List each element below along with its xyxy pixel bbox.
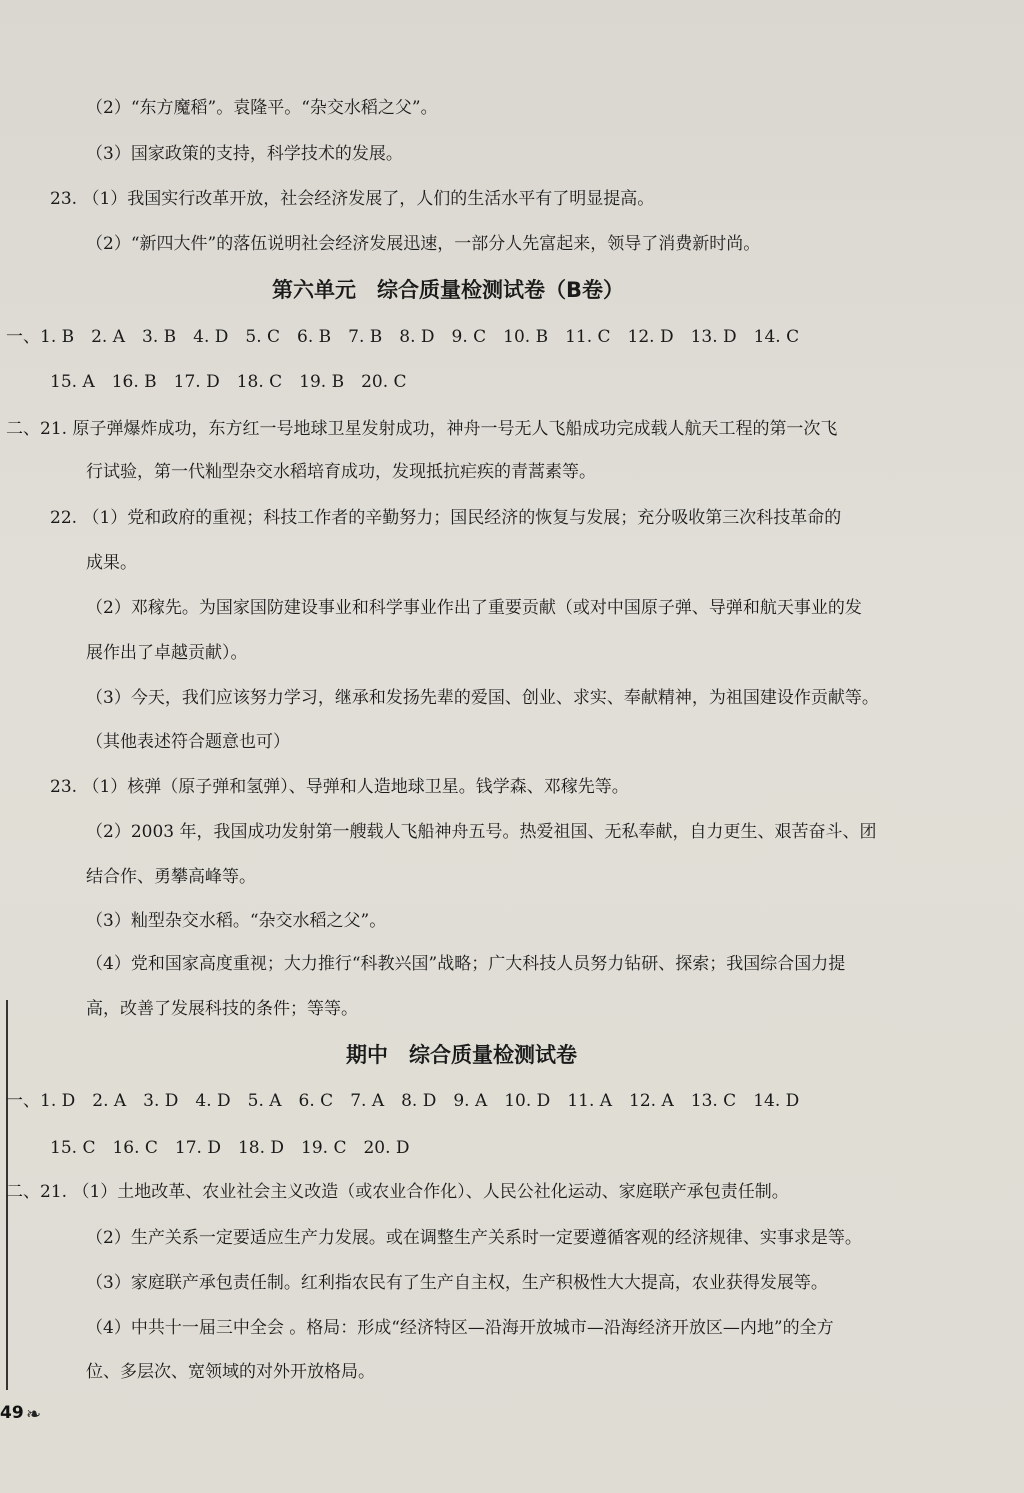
answer-line: 结合作、勇攀高峰等。: [86, 867, 256, 887]
choice-answers-line: 一、1. D 2. A 3. D 4. D 5. A 6. C 7. A 8. D 9. A 10. D 11. A 12. A 13. C 14. D: [6, 1091, 800, 1111]
answer-line: （2）“新四大件”的落伍说明社会经济发展迅速，一部分人先富起来，领导了消费新时尚。: [86, 234, 761, 254]
section-title-unit6-b: 第六单元 综合质量检测试卷（B卷）: [272, 278, 625, 302]
answer-line: （2）邓稼先。为国家国防建设事业和科学事业作出了重要贡献（或对中国原子弹、导弹和航天事业的发: [86, 598, 862, 618]
answer-line: （3）今天，我们应该努力学习，继承和发扬先辈的爱国、创业、求实、奉献精神，为祖国建设作贡献等。: [86, 688, 879, 708]
choice-answers-line: 一、1. B 2. A 3. B 4. D 5. C 6. B 7. B 8. D 9. C 10. B 11. C 12. D 13. D 14. C: [6, 327, 800, 347]
choice-answers-line: 15. A 16. B 17. D 18. C 19. B 20. C: [50, 372, 407, 392]
answer-line: （2）生产关系一定要适应生产力发展。或在调整生产关系时一定要遵循客观的经济规律、实事求是等。: [86, 1228, 862, 1248]
answer-line: （2）2003 年，我国成功发射第一艘载人飞船神舟五号。热爱祖国、无私奉献，自力更生、艰苦奋斗、团: [86, 822, 877, 842]
answer-line: 22. （1）党和政府的重视；科技工作者的辛勤努力；国民经济的恢复与发展；充分吸收第三次科技革命的: [50, 508, 842, 528]
choice-answers-line: 15. C 16. C 17. D 18. D 19. C 20. D: [50, 1138, 410, 1158]
answer-line: （3）籼型杂交水稻。“杂交水稻之父”。: [86, 911, 387, 931]
answer-line: 23. （1）核弹（原子弹和氢弹）、导弹和人造地球卫星。钱学森、邓稼先等。: [50, 777, 629, 797]
answer-line: （4）中共十一届三中全会 。格局：形成“经济特区—沿海开放城市—沿海经济开放区—内地”的全方: [86, 1318, 834, 1338]
answer-line: 二、21. 原子弹爆炸成功，东方红一号地球卫星发射成功，神舟一号无人飞船成功完成载人航天工程的第一次飞: [6, 419, 838, 439]
answer-line: （3）家庭联产承包责任制。红利指农民有了生产自主权，生产积极性大大提高，农业获得发展等。: [86, 1273, 828, 1293]
answer-line: （其他表述符合题意也可）: [86, 732, 290, 752]
answer-line: 行试验，第一代籼型杂交水稻培育成功，发现抵抗疟疾的青蒿素等。: [86, 462, 596, 482]
answer-line: 高，改善了发展科技的条件；等等。: [86, 999, 358, 1019]
section-title-midterm: 期中 综合质量检测试卷: [346, 1043, 577, 1067]
answer-line: 展作出了卓越贡献）。: [86, 643, 248, 663]
answer-line: （4）党和国家高度重视；大力推行“科教兴国”战略；广大科技人员努力钻研、探索；我国综合国力提: [86, 954, 846, 974]
answer-line: （3）国家政策的支持，科学技术的发展。: [86, 144, 403, 164]
answer-line: 23. （1）我国实行改革开放，社会经济发展了，人们的生活水平有了明显提高。: [50, 189, 655, 209]
answer-line: 成果。: [86, 553, 137, 573]
page-number: 49: [0, 1403, 24, 1423]
answer-line: 位、多层次、宽领域的对外开放格局。: [86, 1362, 375, 1382]
answer-line: 二、21. （1）土地改革、农业社会主义改造（或农业合作化）、人民公社化运动、家庭联产承包责任制。: [6, 1182, 789, 1202]
ornament-icon: ❧: [26, 1404, 42, 1425]
answer-line: （2）“东方魔稻”。袁隆平。“杂交水稻之父”。: [86, 98, 438, 118]
